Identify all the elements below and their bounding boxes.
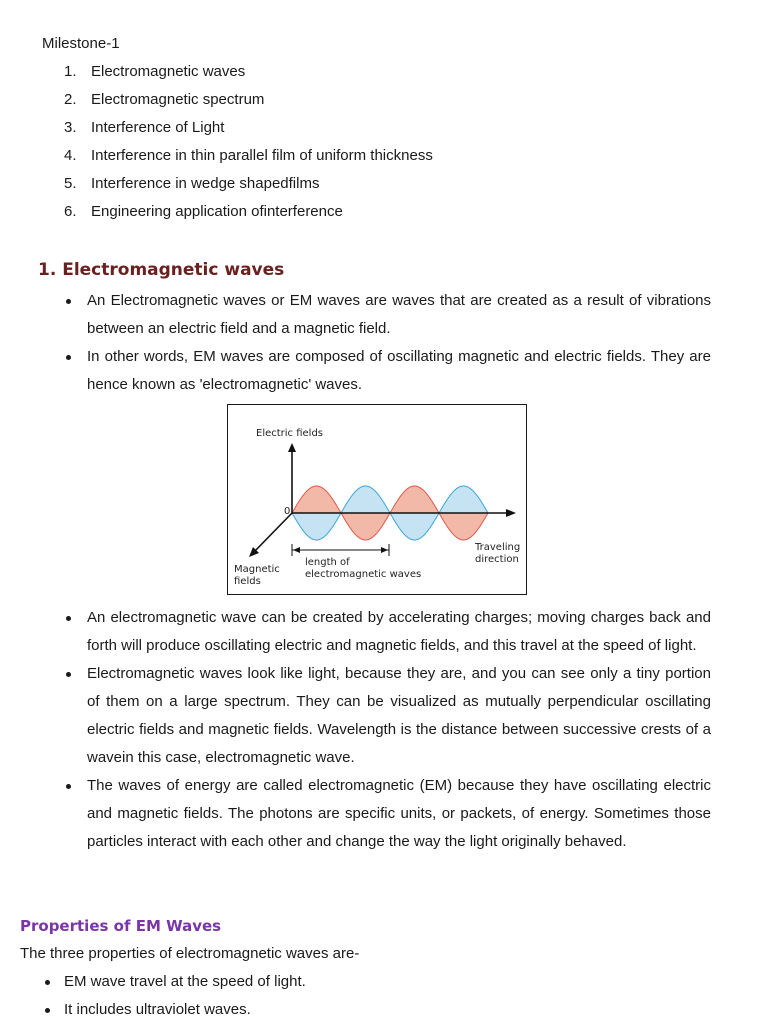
origin-label: 0: [284, 506, 291, 517]
magnetic-fields-label-line1: Magnetic: [234, 564, 280, 575]
toc-number: 4.: [64, 147, 77, 164]
toc-text: Electromagnetic spectrum: [91, 91, 265, 108]
table-of-contents: [64, 62, 433, 230]
toc-number: 5.: [64, 175, 77, 192]
properties-heading: Properties of EM Waves: [20, 917, 222, 935]
toc-item: [64, 174, 433, 202]
bullet-item: [87, 343, 711, 399]
wavelength-label-line2: electromagnetic waves: [305, 569, 422, 580]
toc-number: 2.: [64, 91, 77, 108]
magnetic-fields-label-line2: fields: [234, 576, 261, 587]
em-wave-figure: [227, 404, 527, 595]
section-heading: 1. Electromagnetic waves: [38, 260, 285, 280]
toc-item: [64, 146, 433, 174]
bullet-text: The waves of energy are called electromagnetic (EM) because they have oscillating electric and magnetic fields. The photons are specific units, or packets, of energy. Sometimes those particles interact with each other and change the way the light originally behaved.: [87, 777, 711, 850]
bullet-item: [87, 287, 711, 343]
bullet-item: [87, 772, 711, 856]
toc-item: [64, 202, 433, 230]
traveling-direction-label-line2: direction: [475, 554, 519, 565]
toc-text: Electromagnetic waves: [91, 63, 246, 80]
bullet-item: [87, 660, 711, 772]
properties-intro: The three properties of electromagnetic waves are-: [20, 945, 360, 962]
toc-number: 3.: [64, 119, 77, 136]
electric-fields-label: Electric fields: [256, 428, 324, 439]
toc-text: Interference of Light: [91, 119, 225, 136]
bullet-item: [87, 604, 711, 660]
toc-item: [64, 90, 433, 118]
wavelength-arrow-right-icon: [381, 547, 388, 553]
wavelength-arrow-left-icon: [293, 547, 300, 553]
toc-item: [64, 62, 433, 90]
toc-text: Engineering application ofinterference: [91, 203, 343, 220]
vertical-axis-arrow-icon: [288, 443, 296, 452]
traveling-direction-label-line1: Traveling: [475, 542, 521, 553]
toc-text: Interference in wedge shapedfilms: [91, 175, 320, 192]
bullet-text: An Electromagnetic waves or EM waves are waves that are created as a result of vibrations between an electric field and a magnetic field.: [87, 292, 711, 337]
bullet-icon: [45, 980, 50, 985]
bullet-icon: [66, 616, 71, 621]
bullet-text: An electromagnetic wave can be created by accelerating charges; moving charges back and forth will produce oscillating electric and magnetic fields, and this travel at the speed of light.: [87, 609, 711, 654]
toc-item: [64, 118, 433, 146]
milestone-title: Milestone-1: [42, 35, 120, 52]
detail-bullet-list: [87, 604, 711, 856]
toc-number: 1.: [64, 63, 77, 80]
property-item: [64, 968, 744, 996]
bullet-icon: [66, 299, 71, 304]
bullet-icon: [66, 784, 71, 789]
toc-number: 6.: [64, 203, 77, 220]
travel-axis-arrow-icon: [506, 509, 516, 517]
bullet-icon: [45, 1008, 50, 1013]
magnetic-axis: [254, 513, 292, 552]
toc-text: Interference in thin parallel film of uniform thickness: [91, 147, 433, 164]
property-text: It includes ultraviolet waves.: [64, 1001, 251, 1018]
property-text: EM wave travel at the speed of light.: [64, 973, 306, 990]
property-item: [64, 996, 744, 1024]
bullet-icon: [66, 355, 71, 360]
bullet-text: Electromagnetic waves look like light, because they are, and you can see only a tiny portion of them on a large spectrum. They can be visualized as mutually perpendicular oscillating electric fields and magnetic fields. Wavelength is the distance between successive crests of a wavein this case, electromagnetic wave.: [87, 665, 711, 766]
bullet-text: In other words, EM waves are composed of oscillating magnetic and electric fields. They are hence known as 'electromagnetic' waves.: [87, 348, 711, 393]
wavelength-label-line1: length of: [305, 557, 350, 568]
intro-bullet-list: [87, 287, 711, 399]
properties-list: [64, 968, 744, 1024]
bullet-icon: [66, 672, 71, 677]
